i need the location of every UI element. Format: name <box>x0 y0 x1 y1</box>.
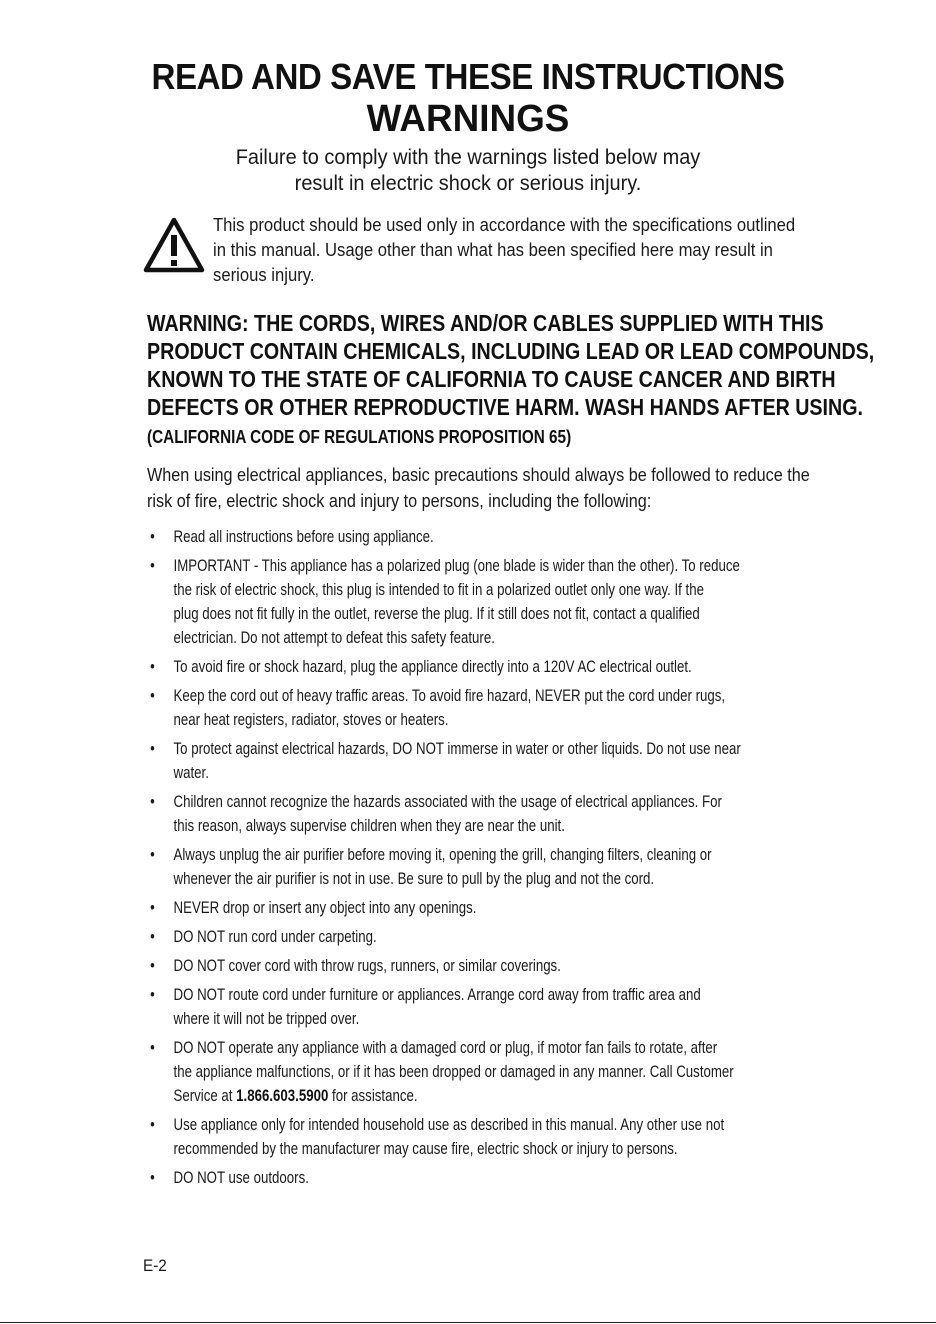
list-item-line: where it will not be tripped over. <box>173 1009 360 1028</box>
bullet-icon: • <box>150 527 155 546</box>
failure-notice-line-2: result in electric shock or serious injury. <box>294 172 642 195</box>
list-item-line: this reason, always supervise children when they are near the unit. <box>173 816 565 835</box>
list-item-line: the risk of electric shock, this plug is intended to fit in a polarized outlet only one way. If the <box>173 580 704 599</box>
bullet-icon: • <box>150 956 155 975</box>
list-item <box>147 896 919 920</box>
safety-instructions-list <box>147 525 919 1195</box>
bullet-icon: • <box>150 1115 155 1134</box>
bullet-icon: • <box>150 1038 155 1057</box>
list-item-line: DO NOT run cord under carpeting. <box>173 927 377 946</box>
bullet-icon: • <box>150 1168 155 1187</box>
list-item-line: IMPORTANT - This appliance has a polarized plug (one blade is wider than the other). To reduce <box>173 556 740 575</box>
bullet-icon: • <box>150 686 155 705</box>
list-item-line: Use appliance only for intended household use as described in this manual. Any other use not <box>173 1115 725 1134</box>
prop65-line: DEFECTS OR OTHER REPRODUCTIVE HARM. WASH HANDS AFTER USING. <box>147 394 863 420</box>
list-item <box>147 843 919 891</box>
list-item-line: the appliance malfunctions, or if it has been dropped or damaged in any manner. Call Customer <box>173 1062 734 1081</box>
list-item-line: To protect against electrical hazards, DO NOT immerse in water or other liquids. Do not use near <box>173 739 741 758</box>
list-item <box>147 554 919 650</box>
list-item <box>147 925 919 949</box>
customer-service-phone: 1.866.603.5900 <box>236 1086 329 1105</box>
prop65-regulation-note: (CALIFORNIA CODE OF REGULATIONS PROPOSITION 65) <box>147 427 572 447</box>
page-bottom-divider <box>0 1322 936 1323</box>
list-item <box>147 525 919 549</box>
list-item-line: DO NOT use outdoors. <box>173 1168 309 1187</box>
bullet-icon: • <box>150 556 155 575</box>
bullet-icon: • <box>150 792 155 811</box>
caution-triangle-icon <box>142 216 206 274</box>
bullet-icon: • <box>150 985 155 1004</box>
list-item <box>147 1166 919 1190</box>
page-title: READ AND SAVE THESE INSTRUCTIONS <box>151 56 785 97</box>
list-item-line: whenever the air purifier is not in use. Be sure to pull by the plug and not the cord. <box>173 869 655 888</box>
customer-service-line <box>174 1084 920 1108</box>
list-item-line: Children cannot recognize the hazards associated with the usage of electrical appliances. For <box>173 792 722 811</box>
list-item-line: To avoid fire or shock hazard, plug the appliance directly into a 120V AC electrical outlet. <box>173 657 692 676</box>
list-item-line: electrician. Do not attempt to defeat this safety feature. <box>173 628 495 647</box>
prop65-line: KNOWN TO THE STATE OF CALIFORNIA TO CAUSE CANCER AND BIRTH <box>147 366 836 392</box>
service-suffix: for assistance. <box>328 1086 418 1105</box>
intro-line: in this manual. Usage other than what has been specified here may result in <box>213 239 773 260</box>
bullet-icon: • <box>150 657 155 676</box>
precautions-intro <box>147 462 912 514</box>
list-item-line: Keep the cord out of heavy traffic areas. To avoid fire hazard, NEVER put the cord under rugs, <box>173 686 726 705</box>
failure-notice-line-1: Failure to comply with the warnings listed below may <box>235 146 701 169</box>
warnings-heading: WARNINGS <box>366 98 570 140</box>
bullet-icon: • <box>150 898 155 917</box>
prop65-warning <box>147 309 917 421</box>
list-item-line: near heat registers, radiator, stoves or heaters. <box>173 710 449 729</box>
precautions-line: risk of fire, electric shock and injury to persons, including the following: <box>147 491 652 511</box>
prop65-line: PRODUCT CONTAIN CHEMICALS, INCLUDING LEAD OR LEAD COMPOUNDS, <box>147 338 875 364</box>
prop65-line: WARNING: THE CORDS, WIRES AND/OR CABLES SUPPLIED WITH THIS <box>147 310 824 336</box>
list-item-line: water. <box>173 763 209 782</box>
usage-caution-text <box>213 212 843 287</box>
list-item-line: DO NOT cover cord with throw rugs, runners, or similar coverings. <box>173 956 561 975</box>
list-item <box>147 1036 919 1108</box>
list-item-line: plug does not fit fully in the outlet, reverse the plug. If it still does not fit, contact a qualified <box>173 604 700 623</box>
list-item <box>147 737 919 785</box>
list-item <box>147 983 919 1031</box>
list-item-line: NEVER drop or insert any object into any openings. <box>173 898 477 917</box>
list-item <box>147 684 919 732</box>
intro-line: serious injury. <box>213 264 315 285</box>
list-item-line: DO NOT route cord under furniture or appliances. Arrange cord away from traffic area and <box>173 985 701 1004</box>
service-prefix: Service at <box>173 1086 237 1105</box>
list-item <box>147 1113 919 1161</box>
list-item <box>147 790 919 838</box>
list-item-line: Always unplug the air purifier before moving it, opening the grill, changing filters, cleaning or <box>173 845 712 864</box>
page-number: E-2 <box>143 1256 167 1275</box>
bullet-icon: • <box>150 927 155 946</box>
list-item-line: recommended by the manufacturer may cause fire, electric shock or injury to persons. <box>173 1139 678 1158</box>
intro-line: This product should be used only in accordance with the specifications outlined <box>213 214 796 235</box>
bullet-icon: • <box>150 739 155 758</box>
bullet-icon: • <box>150 845 155 864</box>
list-item <box>147 954 919 978</box>
list-item-line: Read all instructions before using appliance. <box>173 527 434 546</box>
precautions-line: When using electrical appliances, basic precautions should always be followed to reduce the <box>147 465 810 485</box>
list-item <box>147 655 919 679</box>
list-item-line: DO NOT operate any appliance with a damaged cord or plug, if motor fan fails to rotate, after <box>173 1038 718 1057</box>
